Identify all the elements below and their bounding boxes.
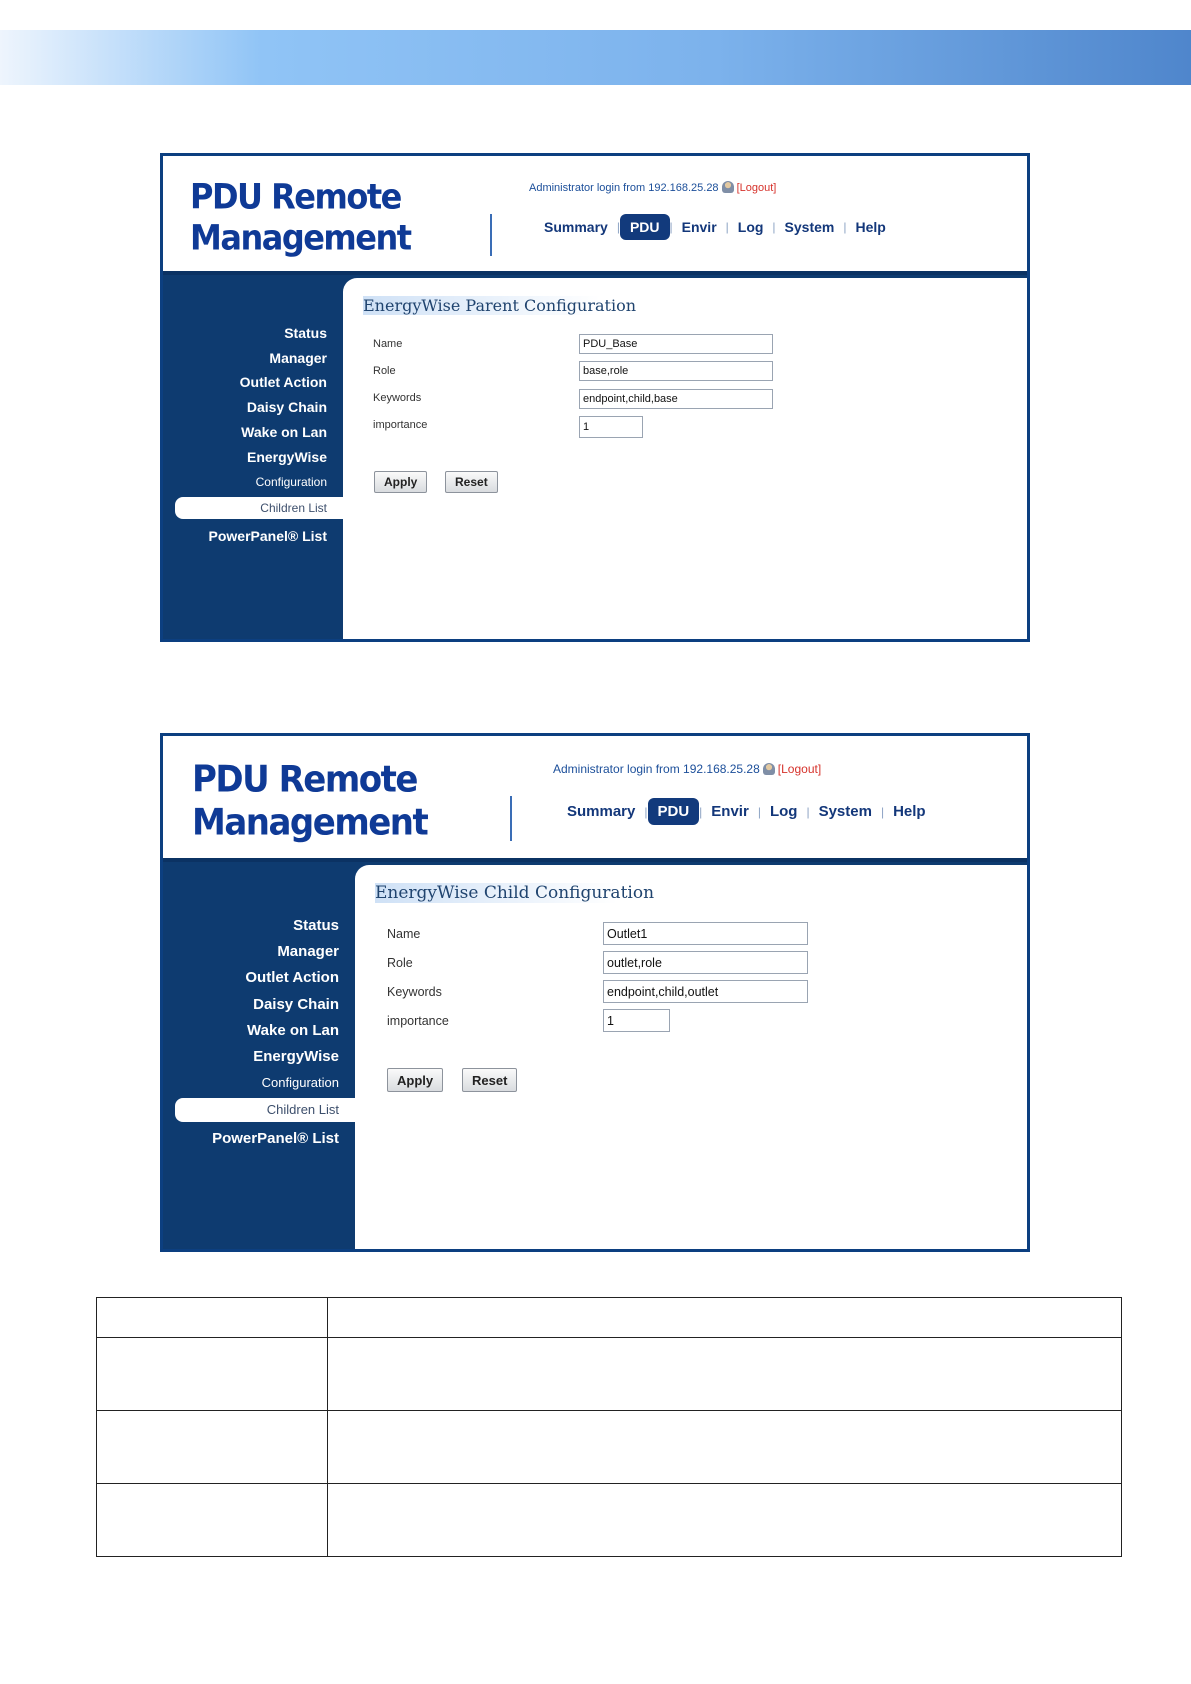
header-divider (490, 214, 492, 256)
sidebar-item-wake-on-lan[interactable]: Wake on Lan (241, 424, 327, 440)
keywords-label: Keywords (373, 392, 422, 404)
table-cell (328, 1338, 1122, 1411)
sidebar-item-status[interactable]: Status (293, 917, 339, 934)
main-content (355, 865, 1027, 1249)
login-text: Administrator login from 192.168.25.28 (529, 182, 719, 194)
header (163, 736, 1027, 858)
name-input[interactable] (603, 922, 808, 945)
name-label: Name (373, 338, 403, 350)
name-input[interactable] (579, 334, 773, 354)
sidebar-subitem-children-list[interactable]: Children List (175, 1098, 355, 1122)
keywords-label: Keywords (387, 985, 442, 999)
reset-button[interactable]: Reset (445, 471, 498, 493)
table-cell (328, 1411, 1122, 1484)
header-divider (510, 796, 512, 841)
user-icon (763, 763, 775, 775)
nav-separator: | (725, 220, 729, 234)
section-title: EnergyWise Parent Configuration (363, 296, 642, 315)
table-row (97, 1411, 1122, 1484)
sidebar-subitem-children-list[interactable]: Children List (175, 497, 343, 519)
importance-label: importance (373, 419, 428, 431)
nav-summary[interactable]: Summary (544, 219, 608, 235)
sidebar (163, 275, 343, 639)
keywords-input[interactable] (603, 980, 808, 1003)
role-label: Role (373, 365, 396, 377)
nav-pdu[interactable]: PDU (648, 798, 700, 825)
nav-envir[interactable]: Envir (681, 219, 717, 235)
table-row (97, 1338, 1122, 1411)
nav-log[interactable]: Log (769, 803, 798, 820)
table-cell (97, 1298, 328, 1338)
nav-separator: | (669, 220, 673, 234)
sidebar-item-manager[interactable]: Manager (277, 943, 339, 960)
table-row (97, 1298, 1122, 1338)
table-row (97, 1484, 1122, 1557)
screenshot-child-config (160, 733, 1030, 1252)
sidebar-item-outlet-action[interactable]: Outlet Action (239, 374, 327, 390)
nav-separator: | (806, 804, 810, 819)
sidebar-subitem-configuration[interactable]: Configuration (261, 1075, 339, 1090)
nav-pdu[interactable]: PDU (620, 214, 670, 240)
user-icon (722, 181, 734, 193)
sidebar-subitem-configuration[interactable]: Configuration (255, 475, 327, 489)
nav-separator: | (616, 220, 620, 234)
sidebar-item-wake-on-lan[interactable]: Wake on Lan (247, 1022, 339, 1039)
sidebar-item-energywise[interactable]: EnergyWise (246, 449, 327, 465)
login-info (553, 762, 821, 776)
importance-input[interactable] (603, 1009, 670, 1032)
sidebar (163, 862, 355, 1249)
importance-input[interactable] (579, 416, 643, 438)
sidebar-item-powerpanel-list[interactable]: PowerPanel® List (212, 1130, 339, 1147)
app-logo (190, 176, 411, 258)
apply-button[interactable]: Apply (387, 1068, 443, 1092)
table-cell (97, 1338, 328, 1411)
role-input[interactable] (603, 951, 808, 974)
logo-line-2: Management (190, 217, 411, 259)
nav-separator: | (772, 220, 776, 234)
nav-separator: | (880, 804, 885, 819)
nav-separator: | (644, 804, 648, 819)
nav-system[interactable]: System (784, 219, 835, 235)
nav-help[interactable]: Help (893, 803, 926, 820)
sidebar-item-outlet-action[interactable]: Outlet Action (245, 969, 339, 986)
nav-separator: | (843, 220, 847, 234)
description-table (96, 1297, 1122, 1557)
role-label: Role (387, 956, 413, 970)
apply-button[interactable]: Apply (374, 471, 427, 493)
logo-line-1: PDU Remote (190, 176, 401, 218)
body-area (163, 271, 1027, 639)
role-input[interactable] (579, 361, 773, 381)
keywords-input[interactable] (579, 389, 773, 409)
login-text: Administrator login from 192.168.25.28 (553, 762, 760, 776)
nav-system[interactable]: System (818, 803, 872, 820)
logout-link[interactable]: [Logout] (736, 182, 777, 194)
nav-summary[interactable]: Summary (567, 803, 636, 820)
sidebar-item-powerpanel-list[interactable]: PowerPanel® List (208, 528, 327, 544)
nav-separator: | (699, 804, 703, 819)
top-nav (535, 214, 895, 240)
logout-link[interactable]: [Logout] (777, 762, 822, 776)
sidebar-item-status[interactable]: Status (284, 325, 327, 341)
section-title: EnergyWise Child Configuration (375, 883, 660, 903)
main-content (343, 278, 1027, 639)
sidebar-item-manager[interactable]: Manager (269, 350, 327, 366)
table-cell (97, 1484, 328, 1557)
logo-line-2: Management (192, 801, 428, 845)
table-cell (97, 1411, 328, 1484)
sidebar-item-daisy-chain[interactable]: Daisy Chain (246, 399, 327, 415)
nav-envir[interactable]: Envir (711, 803, 749, 820)
sidebar-item-daisy-chain[interactable]: Daisy Chain (253, 996, 339, 1013)
top-banner (0, 30, 1191, 85)
nav-help[interactable]: Help (855, 219, 886, 235)
reset-button[interactable]: Reset (462, 1068, 517, 1092)
top-nav (558, 798, 935, 825)
table-cell (328, 1484, 1122, 1557)
importance-label: importance (387, 1014, 449, 1028)
nav-log[interactable]: Log (737, 219, 764, 235)
login-info (529, 181, 776, 194)
screenshot-parent-config (160, 153, 1030, 642)
nav-separator: | (757, 804, 761, 819)
table-cell (328, 1298, 1122, 1338)
app-logo (192, 758, 427, 844)
body-area (163, 858, 1027, 1249)
header (163, 156, 1027, 271)
logo-line-1: PDU Remote (192, 758, 417, 802)
name-label: Name (387, 927, 421, 941)
sidebar-item-energywise[interactable]: EnergyWise (253, 1048, 339, 1065)
